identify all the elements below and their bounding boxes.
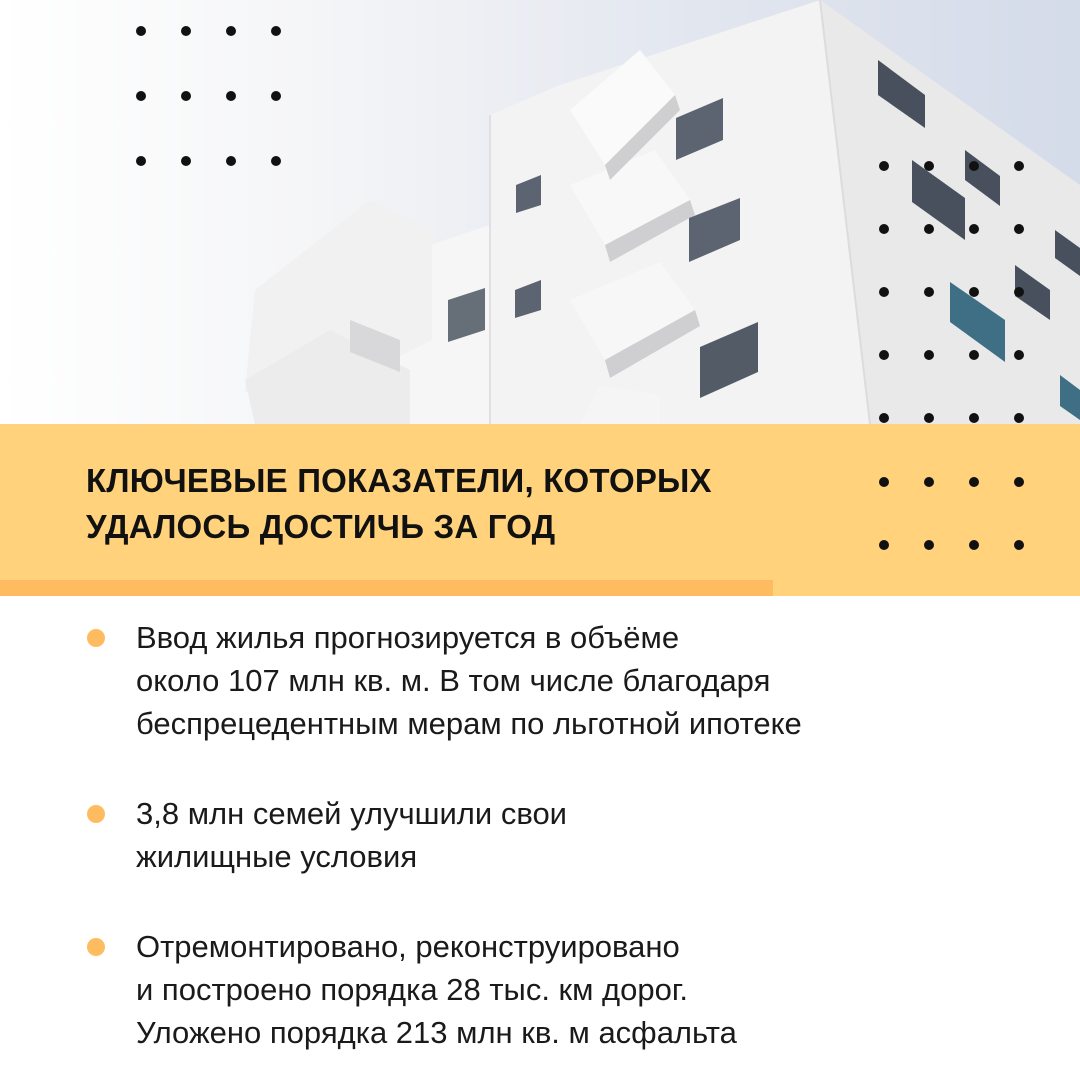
key-indicators-list <box>86 616 1026 1080</box>
dot-grid-banner <box>879 477 1024 550</box>
text-line: Ввод жилья прогнозируется в объёме <box>136 620 680 655</box>
list-item-text <box>136 925 1026 1054</box>
list-item <box>86 616 1026 745</box>
text-line: Отремонтировано, реконструировано <box>136 929 680 964</box>
text-line: около 107 млн кв. м. В том числе благодаря <box>136 663 771 698</box>
text-line: Уложено порядка 213 млн кв. м асфальта <box>136 1015 737 1050</box>
page-title <box>86 458 846 550</box>
bullet-icon <box>87 938 105 956</box>
title-line: УДАЛОСЬ ДОСТИЧЬ ЗА ГОД <box>86 508 556 545</box>
list-item-text <box>136 792 1026 878</box>
text-line: беспрецедентным мерам по льготной ипотеке <box>136 706 802 741</box>
list-item <box>86 925 1026 1054</box>
list-item <box>86 792 1026 878</box>
banner-accent-stripe <box>0 580 773 596</box>
title-line: КЛЮЧЕВЫЕ ПОКАЗАТЕЛИ, КОТОРЫХ <box>86 462 712 499</box>
bullet-icon <box>87 629 105 647</box>
text-line: 3,8 млн семей улучшили свои <box>136 796 568 831</box>
dot-grid-right <box>879 161 1024 423</box>
dot-grid-top-left <box>136 26 281 166</box>
bullet-icon <box>87 805 105 823</box>
text-line: и построено порядка 28 тыс. км дорог. <box>136 972 688 1007</box>
text-line: жилищные условия <box>136 839 418 874</box>
list-item-text <box>136 616 1026 745</box>
